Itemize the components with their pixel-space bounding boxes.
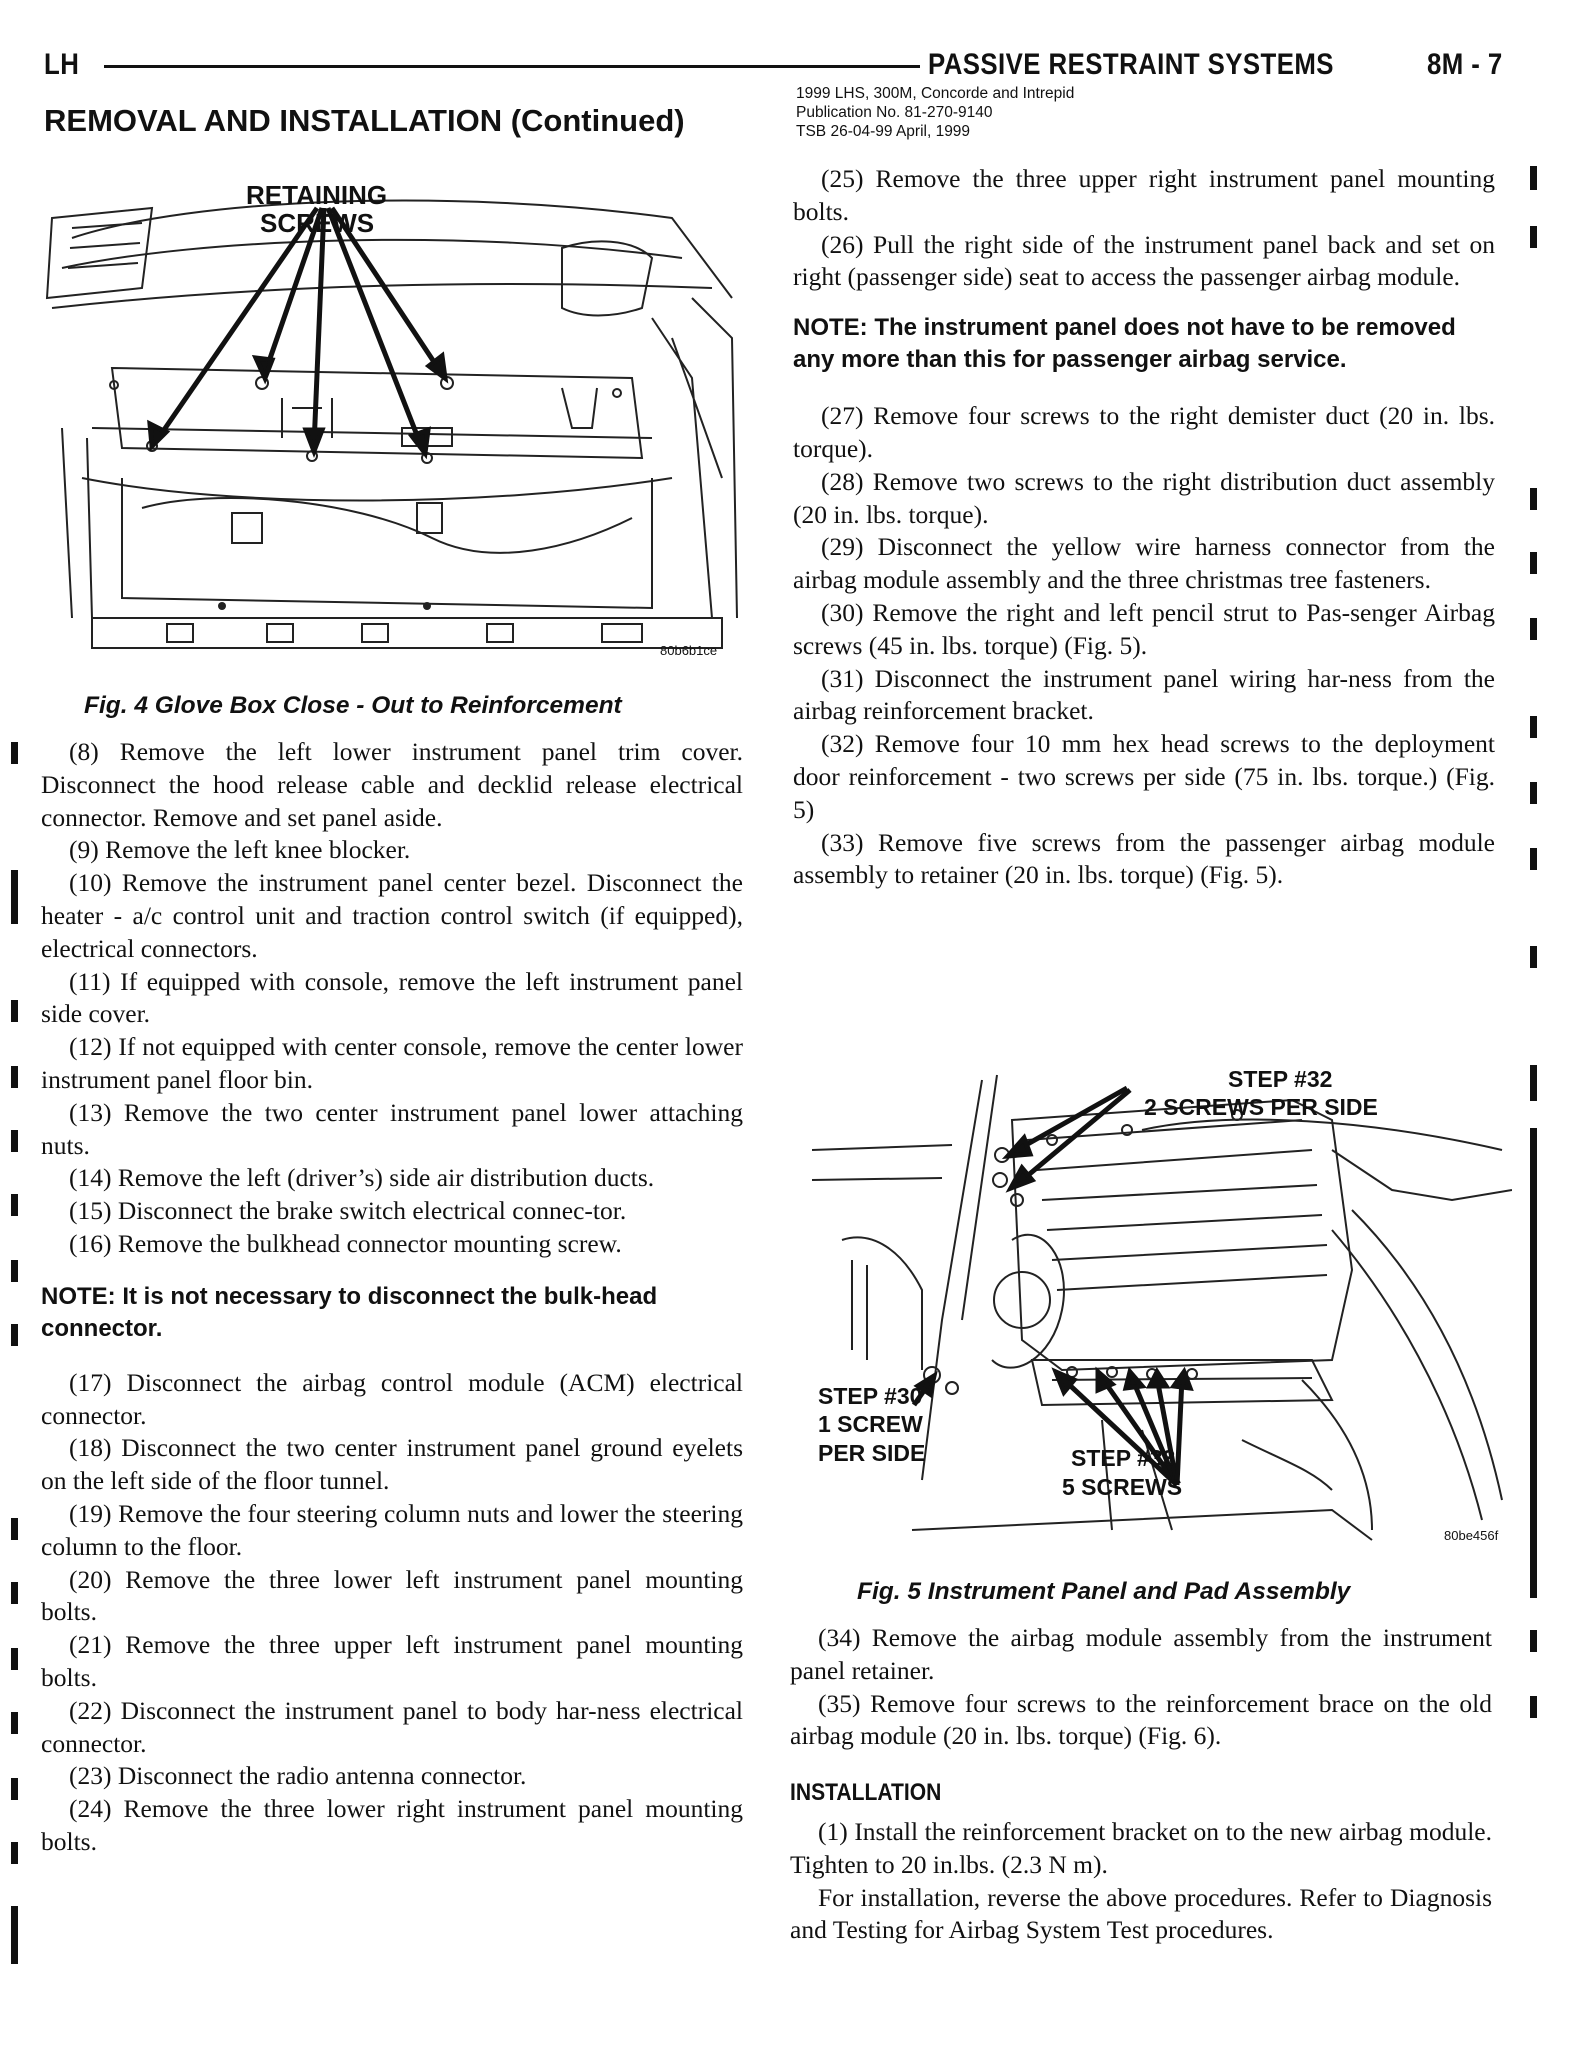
change-bar [1530,166,1537,190]
change-bar [1530,1065,1537,1101]
step-20: (20) Remove the three lower left instrument panel mounting bolts. [41,1564,743,1627]
note-instrument-panel: NOTE: The instrument panel does not have to be removed any more than this for passenger airbag service. [793,314,1456,374]
step-26: (26) Pull the right side of the instrument panel back and set on right (passenger side) seat to access the passenger airbag module. [793,229,1495,292]
step-34: (34) Remove the airbag module assembly from the instrument panel retainer. [790,1623,1492,1685]
change-bar [1530,552,1537,574]
installation-step-1: (1) Install the reinforcement bracket on to the new airbag module. Tighten to 20 in.lbs. (2.3 N m). [790,1816,1492,1879]
change-bar [11,1842,18,1864]
step-15: (15) Disconnect the brake switch electrical connec-tor. [69,1196,627,1226]
step-9: (9) Remove the left knee blocker. [69,835,411,865]
figure-5-step33-detail: 5 SCREWS [1062,1474,1183,1500]
change-bar [11,870,18,924]
change-bar [1530,1696,1537,1718]
figure-5-step32-label: STEP #32 [1228,1066,1333,1092]
step-35: (35) Remove four screws to the reinforcement brace on the old airbag module (20 in. lbs. torque) (Fig. 6). [790,1688,1492,1751]
change-bar [11,1518,18,1540]
step-21: (21) Remove the three upper left instrument panel mounting bolts. [41,1630,743,1692]
step-17: (17) Disconnect the airbag control module (ACM) electrical connector. [41,1367,743,1430]
figure-4-glove-box-illustration [32,178,752,668]
change-bar [1530,1630,1537,1652]
step-23: (23) Disconnect the radio antenna connector. [69,1761,527,1791]
figure-5-step33-label: STEP #33 [1071,1445,1176,1471]
change-bar [11,1066,18,1088]
note-bulkhead: NOTE: It is not necessary to disconnect the bulk-head connector. [41,1282,658,1342]
figure-5-step32-detail: 2 SCREWS PER SIDE [1144,1094,1378,1120]
change-bar [11,1712,18,1734]
change-bar [11,1778,18,1800]
step-19: (19) Remove the four steering column nuts and lower the steering column to the floor. [41,1498,743,1561]
figure-4-caption: Fig. 4 Glove Box Close - Out to Reinforcement [84,692,622,719]
step-11: (11) If equipped with console, remove the left instrument panel side cover. [41,966,743,1029]
figure-4-label-screws: SCREWS [260,208,375,238]
figure-5-step30-label: STEP #30 [818,1383,923,1409]
step-27: (27) Remove four screws to the right demister duct (20 in. lbs. torque). [793,401,1495,463]
section-heading: REMOVAL AND INSTALLATION (Continued) [44,103,685,138]
change-bar [11,1906,18,1964]
step-30: (30) Remove the right and left pencil strut to Pas-senger Airbag screws (45 in. lbs. torque) (Fig. 5). [793,597,1495,660]
right-column-steps-bottom [790,1622,1492,1947]
pub-line-2: Publication No. 81-270-9140 [796,104,993,121]
step-16: (16) Remove the bulkhead connector mounting screw. [69,1228,622,1258]
change-bar [1530,716,1537,738]
change-bar [1530,1128,1537,1598]
figure-5-code: 80be456f [1444,1528,1499,1543]
step-13: (13) Remove the two center instrument panel lower attaching nuts. [41,1097,743,1160]
change-bar [1530,226,1537,248]
step-33: (33) Remove five screws from the passenger airbag module assembly to retainer (20 in. lbs. torque) (Fig. 5). [793,827,1495,890]
figure-5-caption: Fig. 5 Instrument Panel and Pad Assembly [857,1578,1351,1605]
step-10: (10) Remove the instrument panel center bezel. Disconnect the heater - a/c control unit and traction control switch (if equipped), electrical connectors. [41,868,743,963]
header-rule [104,65,920,68]
pub-line-1: 1999 LHS, 300M, Concorde and Intrepid [796,85,1075,102]
publication-info [796,84,1074,141]
figure-5-step30-detail-2: PER SIDE [818,1440,926,1466]
figure-5-step30-detail-1: 1 SCREW [818,1411,923,1437]
installation-heading: INSTALLATION [790,1779,942,1807]
change-bar [11,1130,18,1152]
change-bar [11,1582,18,1604]
step-29: (29) Disconnect the yellow wire harness connector from the airbag module assembly and the three christmas tree fasteners. [793,532,1495,595]
header-section-title: PASSIVE RESTRAINT SYSTEMS [928,48,1334,81]
step-8: (8) Remove the left lower instrument panel trim cover. Disconnect the hood release cable and decklid release electrical connector. Remove and set panel aside. [41,737,743,832]
step-25: (25) Remove the three upper right instrument panel mounting bolts. [793,164,1495,226]
change-bar [1530,618,1537,640]
step-12: (12) If not equipped with center console, remove the center lower instrument panel floor bin. [41,1032,743,1094]
change-bar [11,1194,18,1216]
change-bar [11,1324,18,1346]
change-bar [1530,782,1537,804]
step-31: (31) Disconnect the instrument panel wiring har-ness from the airbag reinforcement bracket. [793,663,1495,726]
change-bar [11,1000,18,1022]
left-column-steps [41,736,743,1859]
change-bar [11,1260,18,1282]
step-14: (14) Remove the left (driver’s) side air distribution ducts. [69,1163,655,1193]
step-28: (28) Remove two screws to the right distribution duct assembly (20 in. lbs. torque). [793,466,1495,529]
header-left-label: LH [44,48,80,81]
change-bar [1530,848,1537,870]
figure-4-label-retaining: RETAINING [246,180,388,210]
change-bar [1530,488,1537,510]
step-18: (18) Disconnect the two center instrument panel ground eyelets on the left side of the floor tunnel. [41,1433,743,1496]
change-bar [11,742,18,764]
right-column-steps-top [793,163,1495,892]
step-22: (22) Disconnect the instrument panel to body har-ness electrical connector. [41,1695,743,1758]
step-32: (32) Remove four 10 mm hex head screws to the deployment door reinforcement - two screws per side (75 in. lbs. torque.) (Fig. 5) [793,729,1495,824]
step-24: (24) Remove the three lower right instrument panel mounting bolts. [41,1794,743,1856]
figure-4-code: 80b6b1ce [660,643,718,658]
pub-line-3: TSB 26-04-99 April, 1999 [796,123,971,140]
change-bar [11,1648,18,1670]
installation-reverse-note: For installation, reverse the above procedures. Refer to Diagnosis and Testing for Airbag System Test procedures. [790,1882,1492,1945]
change-bar [1530,946,1537,968]
page-number: 8M - 7 [1427,48,1503,81]
